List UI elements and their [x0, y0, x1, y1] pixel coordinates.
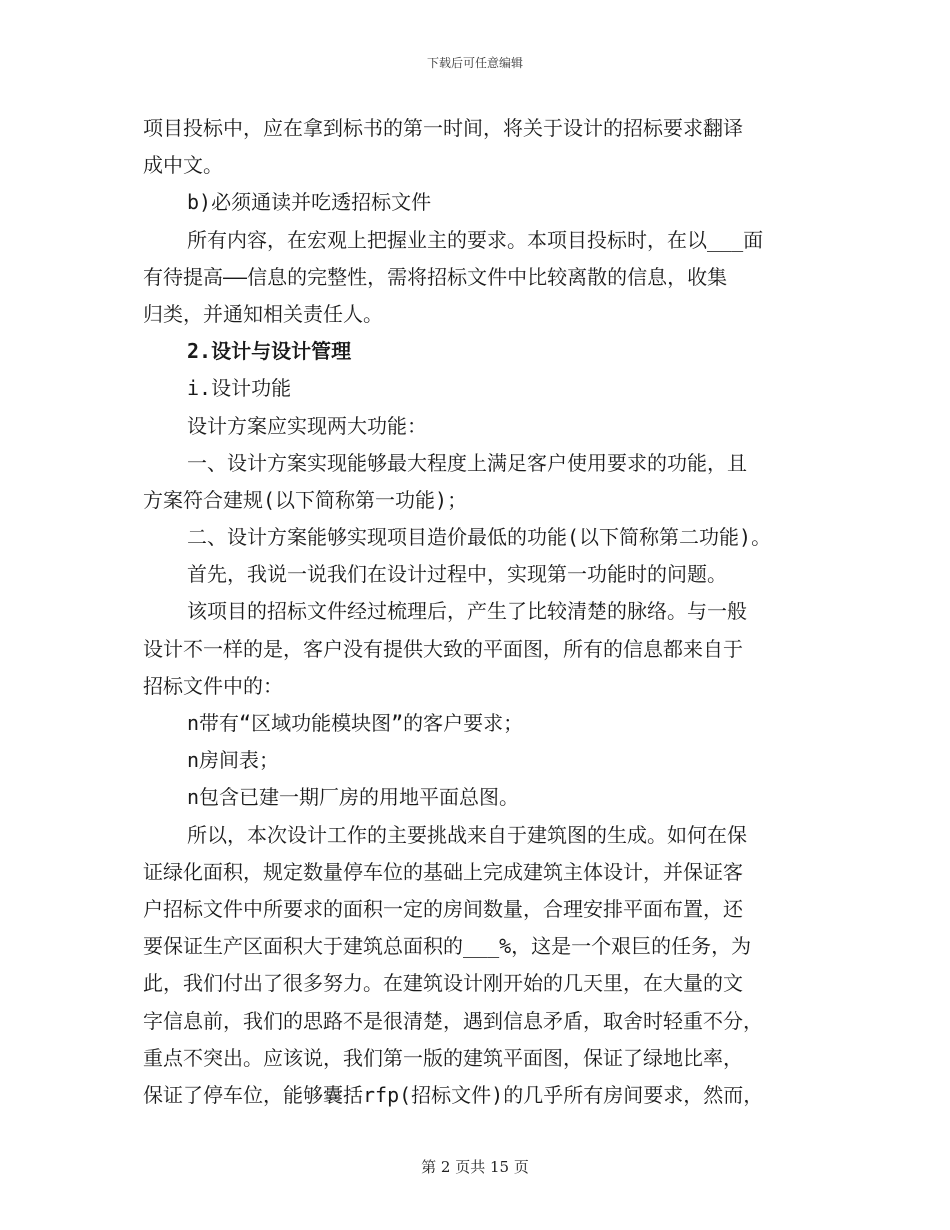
text-line: 二、设计方案能够实现项目造价最低的功能(以下简称第二功能)。 — [187, 525, 772, 550]
text-line: 招标文件中的： — [143, 673, 283, 698]
text-line: n包含已建一期厂房的用地平面总图。 — [187, 785, 520, 810]
text-line: 该项目的招标文件经过梳理后，产生了比较清楚的脉络。与一般 — [187, 599, 747, 624]
text-line: 重点不突出。应该说，我们第一版的建筑平面图，保证了绿地比率， — [143, 1045, 743, 1070]
text-line: 此，我们付出了很多努力。在建筑设计刚开始的几天里，在大量的文 — [143, 971, 743, 996]
text-line: 成中文。 — [143, 153, 223, 178]
text-line: 项目投标中，应在拿到标书的第一时间，将关于设计的招标要求翻译 — [143, 116, 743, 140]
text-line: 证绿化面积，规定数量停车位的基础上完成建筑主体设计，并保证客 — [143, 859, 743, 884]
text-line: 有待提高——信息的完整性，需将招标文件中比较离散的信息，收集 — [143, 264, 728, 289]
text-line: i.设计功能 — [187, 376, 292, 401]
text-line: 户招标文件中所要求的面积一定的房间数量，合理安排平面布置，还 — [143, 896, 743, 921]
page-header: 下载后可任意编辑 — [426, 56, 523, 70]
text-line: n房间表； — [187, 748, 280, 773]
text-line: n带有“区域功能模块图”的客户要求； — [187, 711, 524, 735]
text-line: 字信息前，我们的思路不是很清楚，遇到信息矛盾，取舍时轻重不分， — [143, 1008, 763, 1033]
text-line: 设计方案应实现两大功能： — [187, 413, 427, 438]
page-footer: 第 2 页共 15 页 — [421, 1158, 529, 1176]
text-line: b)必须通读并吃透招标文件 — [187, 190, 432, 215]
text-line: 归类，并通知相关责任人。 — [143, 301, 383, 326]
text-line: 要保证生产区面积大于建筑总面积的___%，这是一个艰巨的任务，为 — [143, 934, 752, 959]
document-body — [143, 110, 815, 1114]
text-line: 设计不一样的是，客户没有提供大致的平面图，所有的信息都来自于 — [143, 636, 743, 661]
text-line: 首先，我说一说我们在设计过程中，实现第一功能时的问题。 — [187, 562, 727, 587]
text-line: 所有内容，在宏观上把握业主的要求。本项目投标时，在以___面 — [187, 227, 764, 252]
text-line: 保证了停车位，能够囊括rfp(招标文件)的几乎所有房间要求，然而， — [143, 1082, 764, 1107]
section-heading: 2.设计与设计管理 — [187, 339, 352, 364]
text-line: 所以，本次设计工作的主要挑战来自于建筑图的生成。如何在保 — [187, 822, 747, 847]
text-line: 一、设计方案实现能够最大程度上满足客户使用要求的功能，且 — [187, 450, 747, 475]
text-line: 方案符合建规(以下简称第一功能)； — [143, 487, 468, 512]
